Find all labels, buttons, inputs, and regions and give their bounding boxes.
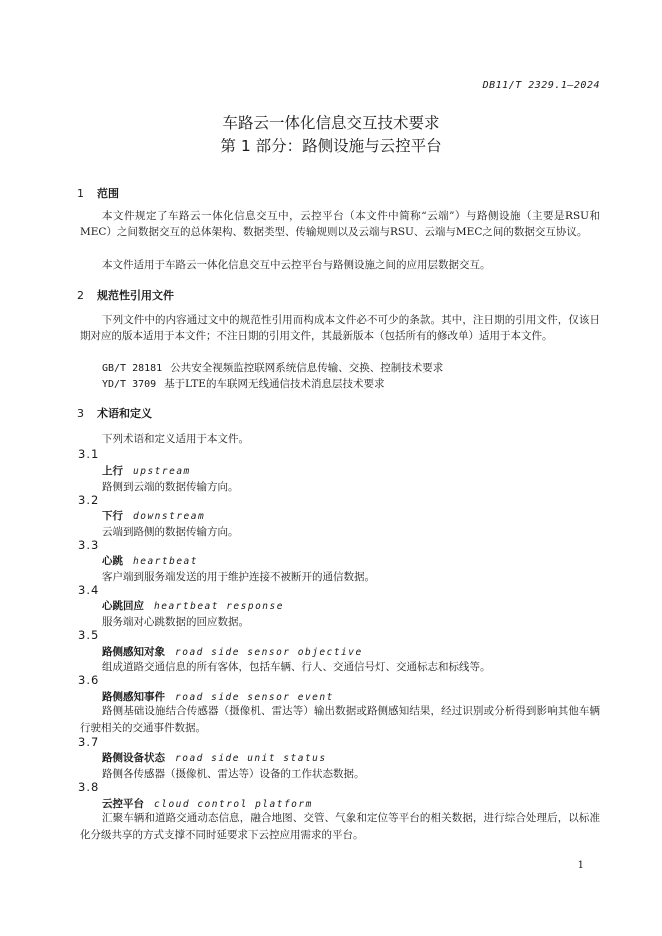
term-entry	[102, 553, 198, 568]
term-english: upstream	[133, 466, 191, 477]
term-entry	[102, 508, 205, 523]
term-number: 3.2	[78, 493, 100, 507]
reference-item	[102, 360, 443, 375]
scope-paragraph-2: 本文件适用于车路云一体化信息交互中云控平台与路侧设施之间的应用层数据交互。	[102, 259, 491, 271]
term-definition: 路侧各传感器（摄像机、雷达等）设备的工作状态数据。	[102, 768, 365, 780]
term-number: 3.7	[78, 735, 100, 749]
term-number: 3.4	[78, 583, 100, 597]
term-entry	[102, 598, 284, 613]
term-english: road side sensor event	[175, 692, 334, 703]
term-definition: 组成道路交通信息的所有客体，包括车辆、行人、交通信号灯、交通标志和标线等。	[102, 661, 491, 673]
document-title: 车路云一体化信息交互技术要求	[222, 114, 440, 132]
reference-item	[102, 376, 384, 391]
term-definition: 客户端到服务端发送的用于维护连接不被断开的通信数据。	[102, 571, 375, 583]
section-title: 术语和定义	[97, 407, 152, 420]
term-chinese: 心跳	[102, 555, 123, 567]
reference-title: 基于LTE的车联网无线通信技术消息层技术要求	[164, 378, 385, 390]
term-chinese: 心跳回应	[102, 600, 144, 612]
scope-paragraph-1: 本文件规定了车路云一体化信息交互中，云控平台（本文件中简称“云端”）与路侧设施（主要是RSU和MEC）之间数据交互的总体架构、数据类型、传输规则以及云端与RSU、云端与MEC之间的数据交互协议。	[80, 210, 600, 238]
section-number: 3	[77, 407, 84, 420]
section-heading-terms-definitions	[77, 405, 152, 421]
term-definition: 服务端对心跳数据的回应数据。	[102, 616, 249, 628]
section-title: 规范性引用文件	[97, 289, 174, 302]
term-english: downstream	[133, 511, 206, 522]
term-english: road side sensor objective	[175, 647, 363, 658]
term-chinese: 上行	[102, 465, 123, 477]
section-heading-normative-references	[77, 287, 174, 303]
term-chinese: 路侧设备状态	[102, 752, 165, 764]
section-title: 范围	[97, 187, 119, 200]
term-number: 3.1	[78, 447, 100, 461]
term-definition: 路侧基础设施结合传感器（摄像机、雷达等）输出数据或路侧感知结果，经过识别或分析得到影响其他车辆行驶相关的交通事件数据。	[80, 705, 600, 734]
document-subtitle: 第 1 部分：路侧设施与云控平台	[220, 137, 442, 155]
term-chinese: 路侧感知对象	[102, 646, 165, 658]
term-entry	[102, 750, 327, 765]
page-number: 1	[577, 860, 584, 871]
section-number: 2	[77, 289, 84, 302]
term-entry	[102, 796, 313, 811]
term-definition: 路侧到云端的数据传输方向。	[102, 481, 239, 493]
reference-code: GB/T 28181	[102, 363, 163, 374]
term-english: road side unit status	[175, 753, 327, 764]
document-number: DB11/T 2329.1—2024	[482, 80, 600, 91]
term-number: 3.8	[78, 780, 100, 794]
section-heading-scope	[77, 185, 119, 201]
term-definition: 云端到路侧的数据传输方向。	[102, 526, 239, 538]
term-number: 3.3	[78, 538, 100, 552]
terms-intro: 下列术语和定义适用于本文件。	[102, 433, 249, 445]
term-english: heartbeat	[133, 556, 198, 567]
term-chinese: 云控平台	[102, 798, 144, 810]
term-chinese: 下行	[102, 510, 123, 522]
term-number: 3.5	[78, 628, 100, 642]
term-english: heartbeat response	[154, 601, 284, 612]
term-entry	[102, 463, 191, 478]
term-english: cloud control platform	[154, 799, 313, 810]
term-chinese: 路侧感知事件	[102, 691, 165, 703]
references-paragraph: 下列文件中的内容通过文中的规范性引用而构成本文件必不可少的条款。其中，注日期的引用文件，仅该日期对应的版本适用于本文件；不注日期的引用文件，其最新版本（包括所有的修改单）适用于本文件。	[80, 314, 600, 342]
term-definition: 汇聚车辆和道路交通动态信息，融合地图、交管、气象和定位等平台的相关数据，进行综合处理后，以标准化分级共享的方式支撑不同时延要求下云控应用需求的平台。	[80, 812, 600, 841]
term-entry	[102, 644, 363, 659]
reference-title: 公共安全视频监控联网系统信息传输、交换、控制技术要求	[170, 362, 444, 374]
section-number: 1	[77, 187, 84, 200]
reference-code: YD/T 3709	[102, 379, 157, 390]
term-entry	[102, 689, 334, 704]
term-number: 3.6	[78, 673, 100, 687]
